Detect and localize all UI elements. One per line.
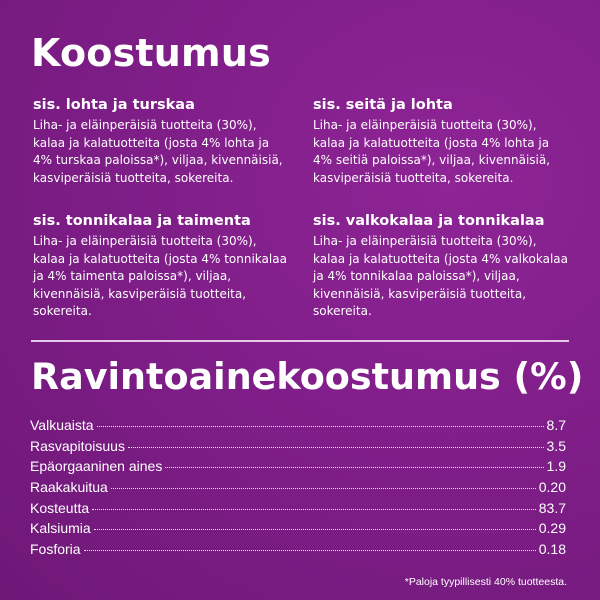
dot-leader <box>84 550 536 551</box>
nutrition-label: Valkuaista <box>30 417 94 433</box>
composition-heading: sis. lohta ja turskaa <box>33 97 195 113</box>
composition-item <box>313 96 568 187</box>
composition-heading: sis. seitä ja lohta <box>313 97 453 113</box>
dot-leader <box>128 447 544 448</box>
section-divider <box>31 340 569 342</box>
dot-leader <box>92 509 536 510</box>
nutrition-title: Ravintoainekoostumus (%) <box>31 355 584 398</box>
nutrition-value: 83.7 <box>538 499 566 516</box>
nutrition-value: 1.9 <box>546 458 566 475</box>
nutrition-row <box>30 438 566 459</box>
nutrition-value: 0.29 <box>538 520 566 537</box>
nutrition-row <box>30 500 566 521</box>
nutrition-label: Kalsiumia <box>30 520 91 537</box>
nutrition-label: Epäorgaaninen aines <box>30 458 163 475</box>
nutrition-value: 0.20 <box>538 479 566 496</box>
composition-text: Liha- ja eläinperäisiä tuotteita (30%), kalaa ja kalatuotteita (josta 4% tonnikalaa ja 4% taimenta paloissa*), viljaa, kivennäisiä, kasviperäisiä tuotteita, sokereita. <box>33 234 287 318</box>
nutrition-row <box>30 520 566 541</box>
nutrition-value: 3.5 <box>546 437 566 454</box>
composition-title: Koostumus <box>31 31 271 75</box>
nutrition-label: Kosteutta <box>30 499 90 516</box>
nutrition-row <box>30 458 566 479</box>
composition-item <box>33 212 288 321</box>
footnote: *Paloja tyypillisesti 40% tuotteesta. <box>404 576 567 588</box>
composition-item <box>313 212 568 321</box>
dot-leader <box>97 426 544 427</box>
composition-text: Liha- ja eläinperäisiä tuotteita (30%), kalaa ja kalatuotteita (josta 4% lohta ja 4% seitiä paloissa*), viljaa, kivennäisiä, kasviperäisiä tuotteita, sokereita. <box>313 118 551 185</box>
composition-text: Liha- ja eläinperäisiä tuotteita (30%), kalaa ja kalatuotteita (josta 4% lohta ja 4% turskaa paloissa*), viljaa, kivennäisiä, kasviperäisiä tuotteita, sokereita. <box>33 118 283 185</box>
dot-leader <box>94 529 536 530</box>
nutrition-row <box>30 541 566 562</box>
nutrition-label: Raakakuitua <box>30 479 108 496</box>
nutrition-value: 8.7 <box>546 417 566 433</box>
composition-item <box>33 96 288 187</box>
nutrition-value: 0.18 <box>538 541 566 558</box>
nutrition-label: Fosforia <box>30 541 81 558</box>
dot-leader <box>165 467 543 468</box>
composition-text: Liha- ja eläinperäisiä tuotteita (30%), kalaa ja kalatuotteita (josta 4% valkokalaa ja 4% tonnikalaa paloissa*), viljaa, kivennäisiä, kasviperäisiä tuotteita, sokereita. <box>313 234 568 318</box>
composition-heading: sis. valkokalaa ja tonnikalaa <box>313 213 545 229</box>
nutrition-row <box>30 479 566 500</box>
dot-leader <box>111 488 536 489</box>
nutrition-label: Rasvapitoisuus <box>30 437 125 454</box>
composition-heading: sis. tonnikalaa ja taimenta <box>33 213 251 229</box>
nutrition-row <box>30 417 566 438</box>
nutrition-table <box>30 417 566 562</box>
